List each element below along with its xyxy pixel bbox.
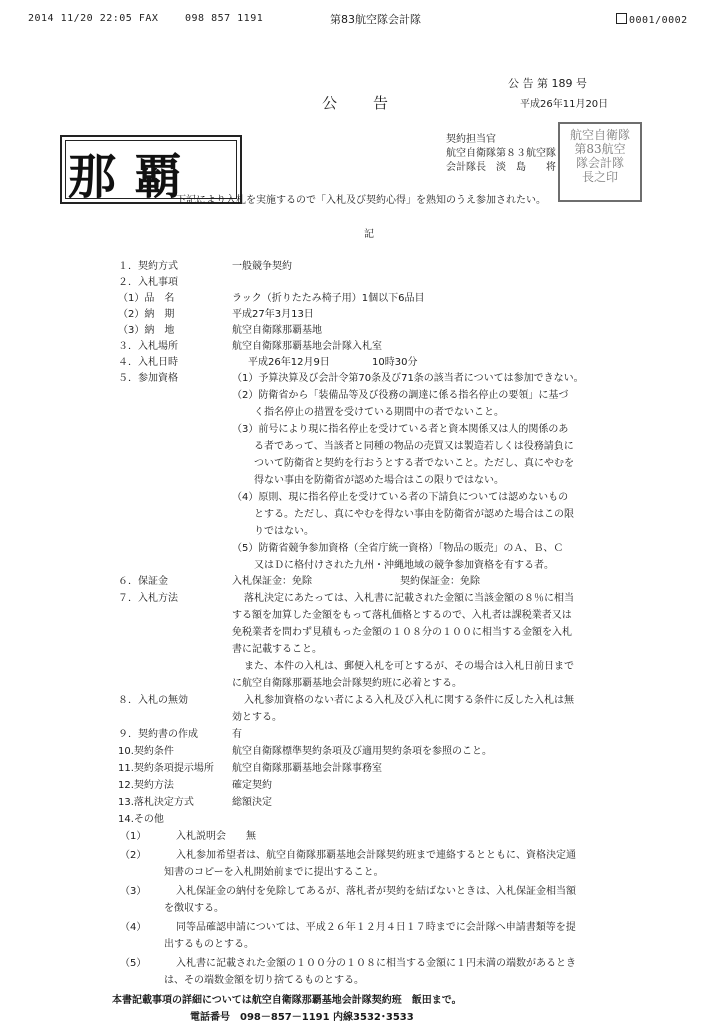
other-3-num: （3）	[120, 886, 147, 897]
item-8-line: 入札参加資格のない者による入札及び入札に関する条件に反した入札は無	[244, 695, 574, 706]
intro-text: 下記により入札を実施するので「入札及び契約心得」を熟知のうえ参加されたい。	[176, 195, 546, 206]
item-11-value: 航空自衛隊那覇基地会計隊事務室	[232, 763, 382, 774]
notice-number: 公 告 第 189 号	[508, 77, 587, 90]
item-5-label: ５．参加資格	[118, 373, 178, 384]
fax-datetime: 2014 11/20 22:05 FAX	[28, 13, 159, 24]
other-3-line: を徴収する。	[164, 903, 224, 914]
other-2-num: （2）	[120, 850, 147, 861]
item-2b-label: （2）納 期	[118, 309, 175, 320]
item-5-line: （3）前号により現に指名停止を受けている者と資本関係又は人的関係のあ	[232, 424, 569, 435]
item-13-label: 13.落札決定方式	[118, 797, 194, 808]
item-6-contract: 契約保証金：免除	[400, 576, 480, 587]
item-7-line: 書に記載すること。	[232, 644, 322, 655]
fax-page-icon	[616, 13, 627, 24]
item-7-label: ７．入札方法	[118, 593, 178, 604]
item-1-value: 一般競争契約	[232, 261, 292, 272]
contact-name: 会計隊長 淡 島 将	[446, 162, 556, 173]
item-14-label: 14.その他	[118, 814, 164, 825]
item-5-line: とする。ただし、真にやむを得ない事由を防衛省が認めた場合はこの限	[254, 509, 574, 520]
ki-heading: 記	[364, 229, 374, 240]
footer-phone: 電話番号 098－857－1191 内線3532･3533	[190, 1012, 414, 1023]
item-10-value: 航空自衛隊標準契約条項及び適用契約条項を参照のこと。	[232, 746, 492, 757]
item-12-label: 12.契約方法	[118, 780, 174, 791]
fax-number: 098 857 1191	[185, 13, 264, 24]
other-4-line: 出するものとする。	[164, 939, 254, 950]
location-seal-text: 那覇	[68, 149, 201, 205]
item-5-line: く指名停止の措置を受けている期間中の者でないこと。	[254, 407, 504, 418]
other-1-line: 入札説明会 無	[176, 831, 256, 842]
fax-page-row	[616, 13, 688, 26]
notice-date: 平成26年11月20日	[520, 99, 609, 110]
fax-sender: 第83航空隊会計隊	[330, 13, 421, 26]
item-9-value: 有	[232, 729, 242, 740]
fax-page: 0001/0002	[629, 15, 688, 26]
item-12-value: 確定契約	[232, 780, 272, 791]
item-7-line: 落札決定にあたっては、入札書に記載された金額に当該金額の８％に相当	[244, 593, 574, 604]
other-4-line: 同等品確認申請については、平成２６年１２月４日１７時までに会計隊へ申請書類等を提	[176, 922, 576, 933]
footer-detail: 本書記載事項の詳細については航空自衛隊那覇基地会計隊契約班 飯田まで。	[112, 995, 462, 1006]
item-2a-label: （1）品 名	[118, 293, 175, 304]
item-7-line: また、本件の入札は、郵便入札を可とするが、その場合は入札日前日まで	[244, 661, 574, 672]
other-2-line: 知書のコピーを入札開始前までに提出すること。	[164, 867, 384, 878]
other-5-line: 入札書に記載された金額の１００分の１０８に相当する金額に１円未満の端数があるとき	[176, 958, 576, 969]
other-2-line: 入札参加希望者は、航空自衛隊那覇基地会計隊契約班まで連絡するとともに、資格決定通	[176, 850, 576, 861]
item-11-label: 11.契約条項提示場所	[118, 763, 214, 774]
item-13-value: 総額決定	[232, 797, 272, 808]
item-2b-value: 平成27年3月13日	[232, 309, 314, 320]
item-2a-value: ラック（折りたたみ椅子用）1個以下6品目	[232, 293, 425, 304]
other-4-num: （4）	[120, 922, 147, 933]
item-5-line: （2）防衛省から「装備品等及び役務の調達に係る指名停止の要領」に基づ	[232, 390, 569, 401]
contact-org: 航空自衛隊第８３航空隊	[446, 148, 556, 159]
item-2c-label: （3）納 地	[118, 325, 175, 336]
item-7-line: 免税業者を問わず見積もった金額の１０８分の１００に相当する金額を入札	[232, 627, 572, 638]
item-3-value: 航空自衛隊那覇基地会計隊入札室	[232, 341, 382, 352]
other-3-line: 入札保証金の納付を免除してあるが、落札者が契約を結ばないときは、入札保証金相当額	[176, 886, 576, 897]
item-3-label: ３．入札場所	[118, 341, 178, 352]
item-5-line: 得ない事由を防衛省が認めた場合はこの限りではない。	[254, 475, 504, 486]
item-5-line: る者であって、当該者と同種の物品の売買又は製造若しくは役務請負に	[254, 441, 574, 452]
item-5-line: りではない。	[254, 526, 314, 537]
contact-role: 契約担当官	[446, 134, 496, 145]
item-2-label: ２．入札事項	[118, 277, 178, 288]
item-5-line: ついて防衛省と契約を行おうとする者でないこと。ただし、真にやむを	[254, 458, 574, 469]
item-2c-value: 航空自衛隊那覇基地	[232, 325, 322, 336]
item-4-time: 10時30分	[372, 357, 418, 368]
item-9-label: ９．契約書の作成	[118, 729, 198, 740]
other-5-line: は、その端数金額を切り捨てるものとする。	[164, 975, 364, 986]
item-5-line: 又はＤに格付けされた九州・沖縄地域の競争参加資格を有する者。	[254, 560, 554, 571]
item-7-line: に航空自衛隊那覇基地会計隊契約班に必着とする。	[232, 678, 462, 689]
page-title: 公 告	[322, 94, 391, 112]
official-stamp: 航空自衛隊 第83航空 隊会計隊 長之印	[558, 122, 642, 202]
item-4-label: ４．入札日時	[118, 357, 178, 368]
item-8-label: ８．入札の無効	[118, 695, 188, 706]
item-5-line: （4）原則、現に指名停止を受けている者の下請負については認めないもの	[232, 492, 569, 503]
other-5-num: （5）	[120, 958, 147, 969]
item-6-bid: 入札保証金：免除	[232, 576, 312, 587]
item-5-line: （1）予算決算及び会計令第70条及び71条の該当者については参加できない。	[232, 373, 584, 384]
other-1-num: （1）	[120, 831, 147, 842]
item-6-label: ６．保証金	[118, 576, 168, 587]
item-5-line: （5）防衛省競争参加資格（全省庁統一資格）「物品の販売」のＡ、Ｂ、Ｃ	[232, 543, 564, 554]
item-4-value: 平成26年12月9日	[248, 357, 330, 368]
item-8-line: 効とする。	[232, 712, 282, 723]
item-1-label: １．契約方式	[118, 261, 178, 272]
item-10-label: 10.契約条件	[118, 746, 174, 757]
item-7-line: する額を加算した金額をもって落札価格とするので、入札者は課税業者又は	[232, 610, 572, 621]
